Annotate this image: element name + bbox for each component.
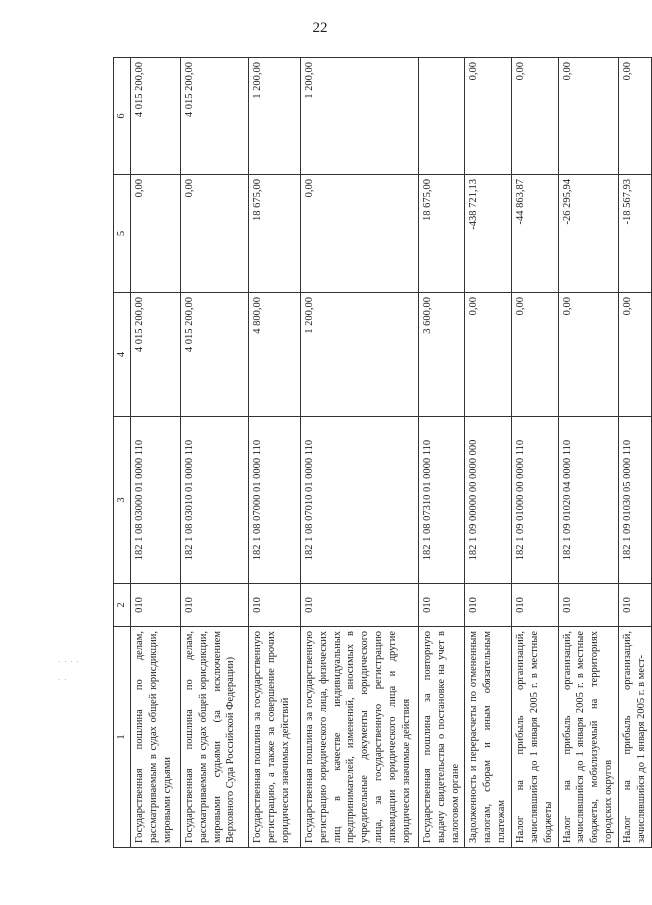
amount-col5: -438 721,13: [465, 175, 512, 293]
table-row: [418, 58, 465, 848]
line-code: 010: [512, 584, 559, 627]
revenue-description: Государственная пошлина по делам, рассматриваемым в судах общей юрисдикции, мировыми судьями: [130, 627, 180, 848]
amount-col5: -18 567,93: [619, 175, 652, 293]
line-code: 010: [180, 584, 248, 627]
budget-classification-code: 182 1 08 03000 01 0000 110: [130, 417, 180, 584]
budget-classification-code: 182 1 09 00000 00 0000 000: [465, 417, 512, 584]
line-code: 010: [300, 584, 418, 627]
amount-col5: 18 675,00: [418, 175, 465, 293]
amount-col6: 0,00: [512, 58, 559, 175]
amount-col4: 0,00: [619, 293, 652, 417]
budget-revenue-table: [113, 57, 652, 848]
revenue-description: Государственная пошлина за государственную регистрацию юридического лица, физических лиц в качестве индивидуальных предпринимателей, изменений, вносимых в учредительные документы юридического лица, за государственную регистрацию ликвидации юридического лица и другие юридически значимые действия: [300, 627, 418, 848]
scan-artifact: · ·: [58, 676, 68, 684]
amount-col6: 1 200,00: [300, 58, 418, 175]
revenue-description: Налог на прибыль организаций, зачислявшийся до 1 января 2005 г. в мест-: [619, 627, 652, 848]
line-code: 010: [465, 584, 512, 627]
amount-col6: [418, 58, 465, 175]
table-row: [248, 58, 300, 848]
amount-col4: 4 015 200,00: [130, 293, 180, 417]
amount-col5: 0,00: [180, 175, 248, 293]
amount-col6: 1 200,00: [248, 58, 300, 175]
column-header: 2: [114, 584, 131, 627]
budget-classification-code: 182 1 09 01030 05 0000 110: [619, 417, 652, 584]
revenue-description: Государственная пошлина за повторную выдачу свидетельства о постановке на учет в налоговом органе: [418, 627, 465, 848]
column-header: 6: [114, 58, 131, 175]
amount-col5: 0,00: [130, 175, 180, 293]
column-header: 1: [114, 627, 131, 848]
table-row: [465, 58, 512, 848]
budget-classification-code: 182 1 08 07010 01 0000 110: [300, 417, 418, 584]
revenue-description: Налог на прибыль организаций, зачислявшийся до 1 января 2005 г. в местные бюджеты: [512, 627, 559, 848]
amount-col4: 0,00: [512, 293, 559, 417]
table-row: [180, 58, 248, 848]
table-row: [130, 58, 180, 848]
budget-classification-code: 182 1 09 01000 00 0000 110: [512, 417, 559, 584]
column-header: 4: [114, 293, 131, 417]
amount-col5: 0,00: [300, 175, 418, 293]
budget-classification-code: 182 1 08 07310 01 0000 110: [418, 417, 465, 584]
amount-col6: 0,00: [465, 58, 512, 175]
revenue-description: Задолженность и перерасчеты по отмененным налогам, сборам и иным обязательным платежам: [465, 627, 512, 848]
budget-classification-code: 182 1 09 01020 04 0000 110: [558, 417, 618, 584]
revenue-description: Государственная пошлина за государственную регистрацию, а также за совершение прочих юридически значимых действий: [248, 627, 300, 848]
revenue-description: Налог на прибыль организаций, зачислявшийся до 1 января 2005 г. в местные бюджеты, мобилизуемый на территориях городских округов: [558, 627, 618, 848]
amount-col4: 0,00: [465, 293, 512, 417]
amount-col6: 4 015 200,00: [180, 58, 248, 175]
page-number: 22: [312, 20, 328, 36]
column-header-row: [114, 58, 131, 848]
table-row: [512, 58, 559, 848]
amount-col4: 4 800,00: [248, 293, 300, 417]
amount-col4: 1 200,00: [300, 293, 418, 417]
column-header: 5: [114, 175, 131, 293]
budget-classification-code: 182 1 08 03010 01 0000 110: [180, 417, 248, 584]
amount-col5: 18 675,00: [248, 175, 300, 293]
table-row: [558, 58, 618, 848]
line-code: 010: [418, 584, 465, 627]
amount-col6: 0,00: [558, 58, 618, 175]
line-code: 010: [130, 584, 180, 627]
line-code: 010: [248, 584, 300, 627]
amount-col6: 4 015 200,00: [130, 58, 180, 175]
budget-classification-code: 182 1 08 07000 01 0000 110: [248, 417, 300, 584]
amount-col4: 3 600,00: [418, 293, 465, 417]
scan-artifact: · · · ·: [58, 658, 80, 666]
amount-col5: -44 863,87: [512, 175, 559, 293]
column-header: 3: [114, 417, 131, 584]
table-row: [300, 58, 418, 848]
amount-col6: 0,00: [619, 58, 652, 175]
table-row: [619, 58, 652, 848]
amount-col4: 0,00: [558, 293, 618, 417]
amount-col5: -26 295,94: [558, 175, 618, 293]
line-code: 010: [619, 584, 652, 627]
amount-col4: 4 015 200,00: [180, 293, 248, 417]
revenue-description: Государственная пошлина по делам, рассматриваемым в судах общей юрисдикции, мировыми судьями (за исключением Верховного Суда Российской Федерации): [180, 627, 248, 848]
line-code: 010: [558, 584, 618, 627]
rotated-table-container: [113, 58, 647, 848]
